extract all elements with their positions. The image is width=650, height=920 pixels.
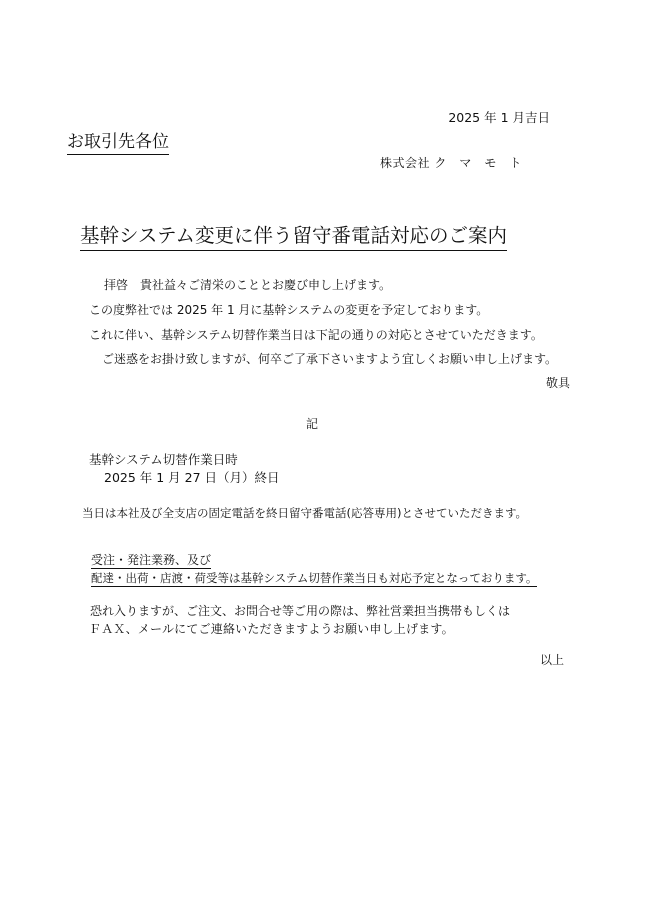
sender-company: 株式会社 ク マ モ ト xyxy=(380,156,522,170)
department-line-1: 受注・発注業務、及び xyxy=(91,553,212,567)
schedule-label: 基幹システム切替作業日時 xyxy=(89,452,238,467)
department-line-2: 配達・出荷・店渡・荷受等は基幹システム切替作業当日も対応予定となっております。 xyxy=(91,571,538,585)
body-line-3: これに伴い、基幹システム切替作業当日は下記の通りの対応とさせていただきます。 xyxy=(89,328,543,342)
end-mark: 以上 xyxy=(539,653,564,667)
contact-line-2: ＦＡＸ、メールにてご連絡いただきますようお願い申し上げます。 xyxy=(89,622,454,636)
greeting-line: 拝啓 貴社益々ご清栄のこととお慶び申し上げます。 xyxy=(104,278,392,292)
ki-heading: 記 xyxy=(306,417,319,431)
schedule-date: 2025 年 1 月 27 日（月）終日 xyxy=(104,470,280,485)
body-line-2: この度弊社では 2025 年 1 月に基幹システムの変更を予定しております。 xyxy=(89,303,489,317)
voicemail-notice: 当日は本社及び全支店の固定電話を終日留守番電話(応答専用)とさせていただきます。 xyxy=(82,506,528,520)
contact-line-1: 恐れ入りますが、ご注文、お問合せ等ご用の際は、弊社営業担当携帯もしくは xyxy=(90,604,511,618)
issue-date: 2025 年 1 月吉日 xyxy=(448,110,550,125)
recipient-heading: お取引先各位 xyxy=(67,131,169,155)
body-line-4: ご迷惑をお掛け致しますが、何卒ご了承下さいますよう宜しくお願い申し上げます。 xyxy=(102,352,558,366)
closing-word: 敬具 xyxy=(545,376,570,390)
document-title: 基幹システム変更に伴う留守番電話対応のご案内 xyxy=(80,223,507,251)
